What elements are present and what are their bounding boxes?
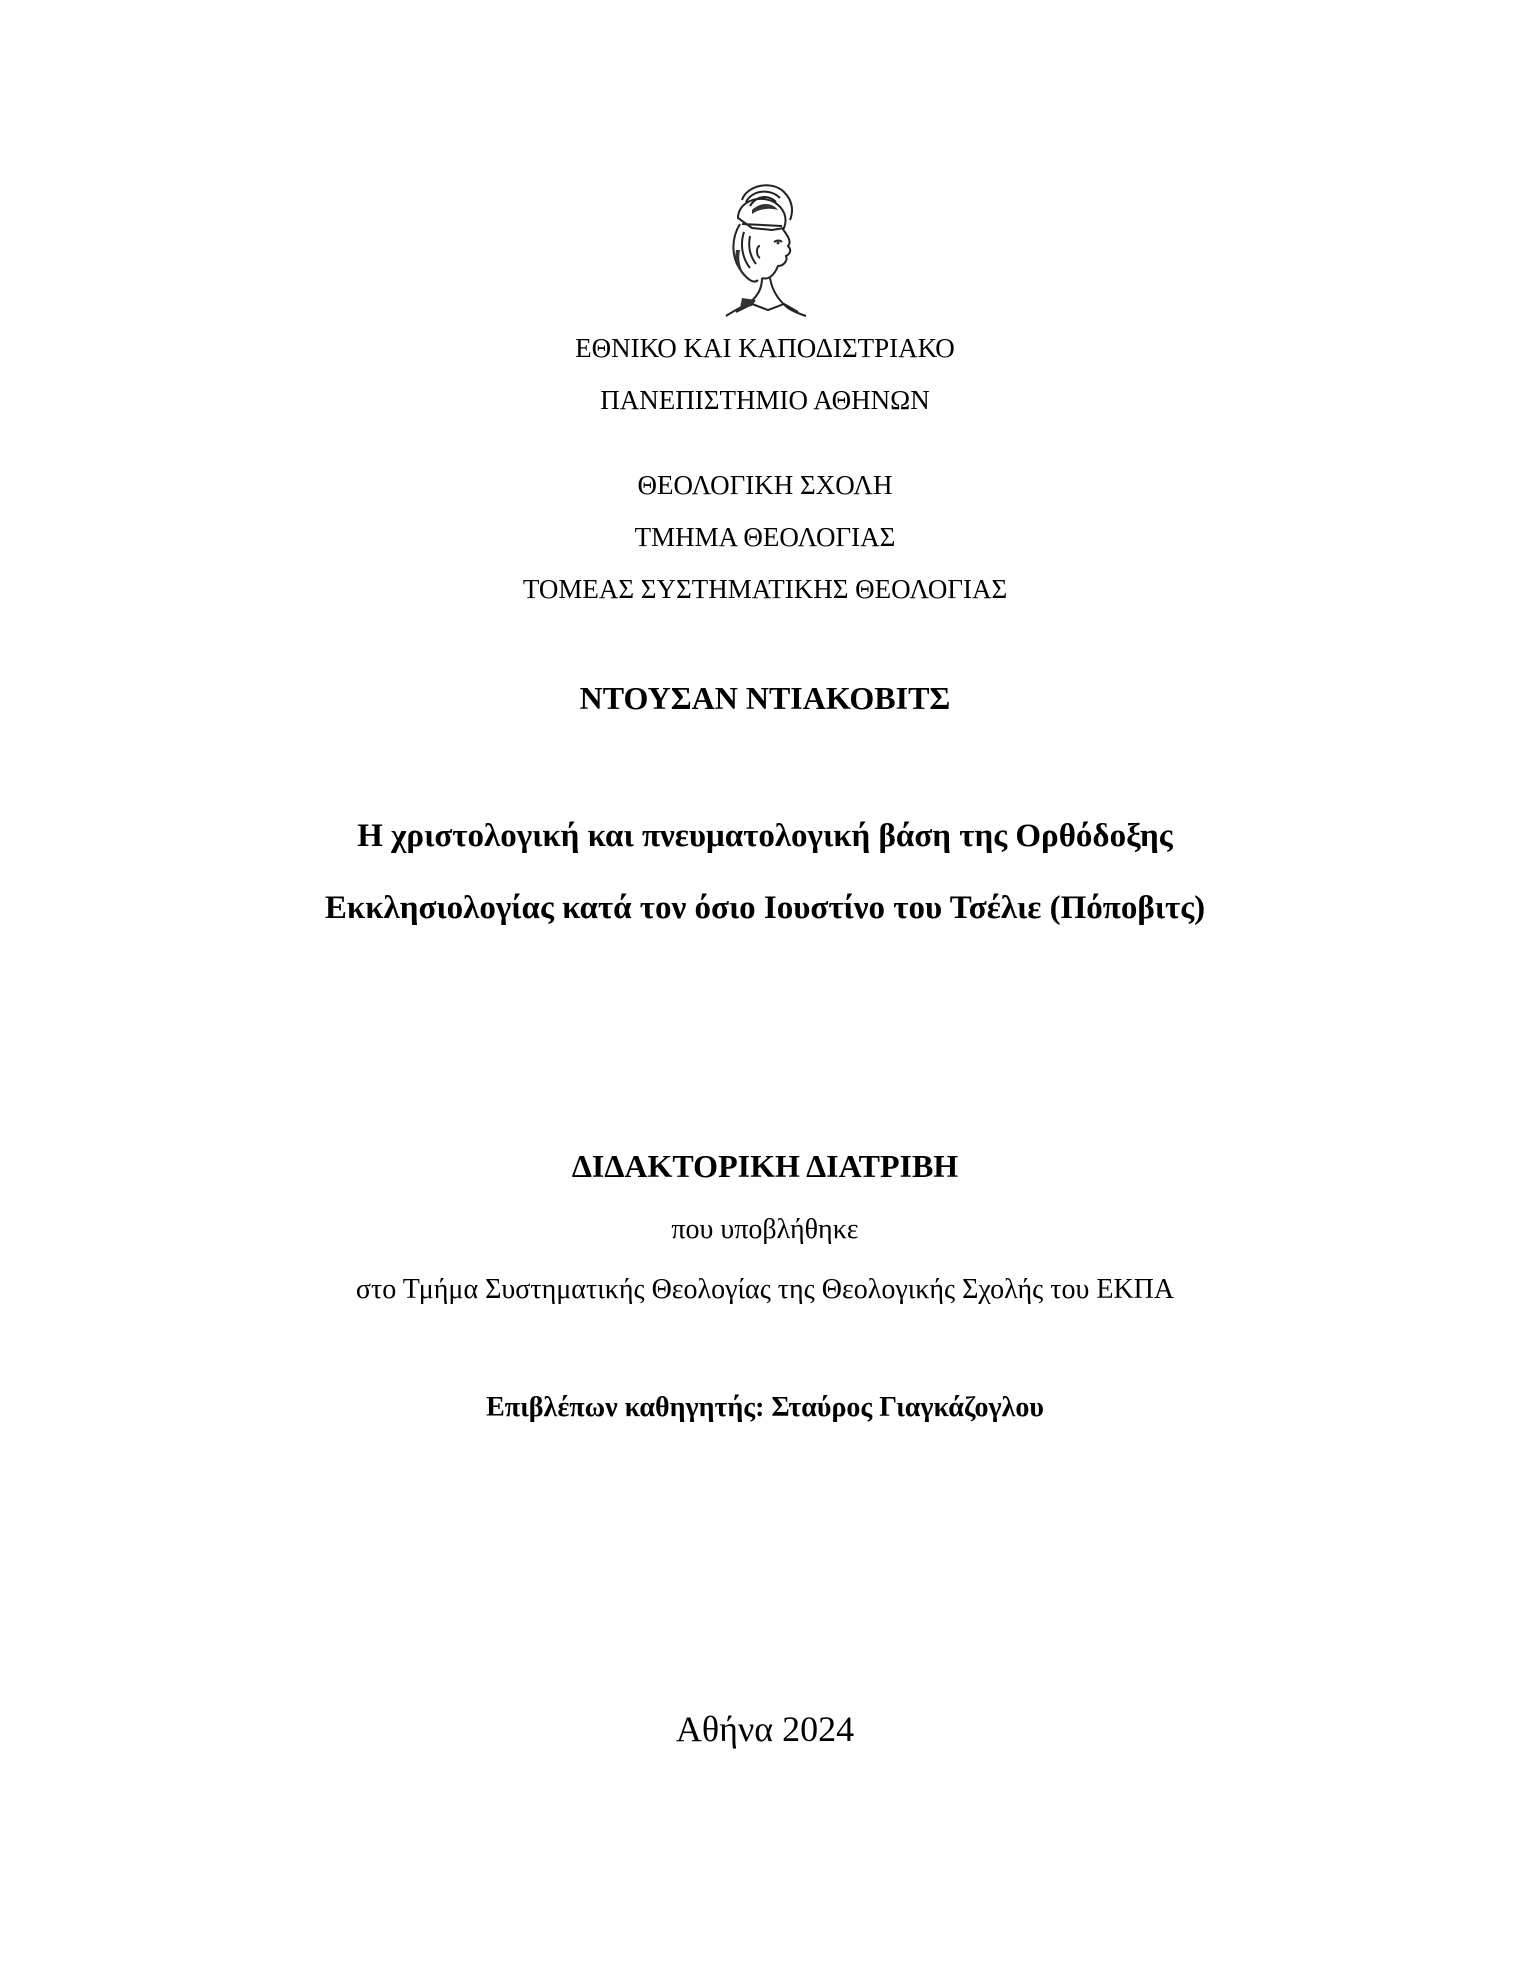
school-name: ΘΕΟΛΟΓΙΚΗ ΣΧΟΛΗ (637, 470, 893, 500)
submission-line1: που υποβλήθηκε (671, 1214, 859, 1245)
section-name: ΤΟΜΕΑΣ ΣΥΣΤΗΜΑΤΙΚΗΣ ΘΕΟΛΟΓΙΑΣ (522, 574, 1008, 604)
university-name-line2: ΠΑΝΕΠΙΣΤΗΜΙΟ ΑΘΗΝΩΝ (600, 385, 930, 415)
supervisor: Επιβλέπων καθηγητής: Σταύρος Γιαγκάζογλου (486, 1392, 1044, 1423)
thesis-title-line1: Η χριστολογική και πνευματολογική βάση της Ορθόδοξης (357, 818, 1173, 854)
author-name: ΝΤΟΥΣΑΝ ΝΤΙΑΚΟΒΙΤΣ (579, 680, 951, 716)
department-name: ΤΜΗΜΑ ΘΕΟΛΟΓΙΑΣ (634, 522, 896, 552)
thesis-title-line2: Εκκλησιολογίας κατά τον όσιο Ιουστίνο του Τσέλιε (Πόποβιτς) (324, 890, 1206, 926)
place-year: Αθήνα 2024 (675, 1709, 855, 1749)
university-name-line1: ΕΘΝΙΚΟ ΚΑΙ ΚΑΠΟΔΙΣΤΡΙΑΚΟ (575, 333, 955, 363)
thesis-type: ΔΙΔΑΚΤΟΡΙΚΗ ΔΙΑΤΡΙΒΗ (571, 1148, 959, 1184)
university-emblem-logo (712, 180, 812, 320)
submission-line2: στο Τμήμα Συστηματικής Θεολογίας της Θεολογικής Σχολής του ΕΚΠΑ (355, 1274, 1175, 1305)
